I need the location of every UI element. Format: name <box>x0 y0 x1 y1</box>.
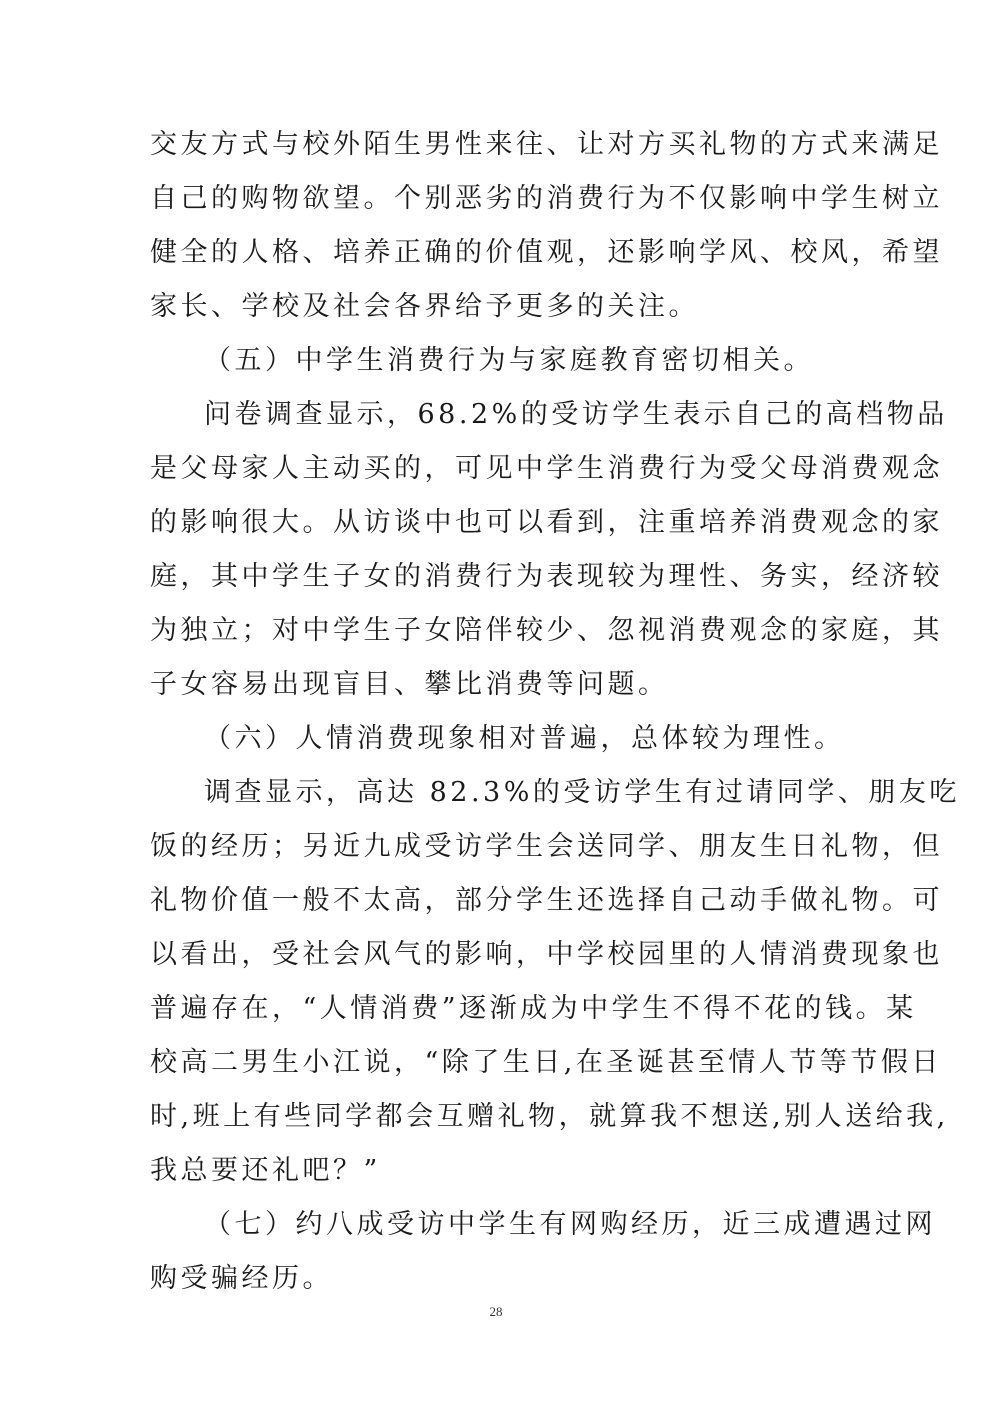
text-line: 普遍存在，“人情消费”逐渐成为中学生不得不花的钱。某 <box>150 993 917 1024</box>
text-line: 庭，其中学生子女的消费行为表现较为理性、务实，经济较 <box>150 561 943 592</box>
text-line: 礼物价值一般不太高，部分学生还选择自己动手做礼物。可 <box>150 885 943 916</box>
text-line: 的影响很大。从访谈中也可以看到，注重培养消费观念的家 <box>150 507 943 538</box>
text-line: 健全的人格、培养正确的价值观，还影响学风、校风，希望 <box>150 237 943 268</box>
text-line: 我总要还礼吧？” <box>150 1155 381 1186</box>
page-number: 28 <box>489 1304 503 1319</box>
text-line: 购受骗经历。 <box>150 1263 333 1294</box>
text-line: 为独立；对中学生子女陪伴较少、忽视消费观念的家庭，其 <box>150 615 943 646</box>
text-line: 时,班上有些同学都会互赠礼物，就算我不想送,别人送给我, <box>150 1101 949 1132</box>
section-heading: （五）中学生消费行为与家庭教育密切相关。 <box>204 345 814 376</box>
section-heading: （七）约八成受访中学生有网购经历，近三成遭遇过网 <box>204 1209 936 1240</box>
text-line: 问卷调查显示，68.2%的受访学生表示自己的高档物品 <box>204 399 948 430</box>
text-line: 自己的购物欲望。个别恶劣的消费行为不仅影响中学生树立 <box>150 183 943 214</box>
text-line: 是父母家人主动买的，可见中学生消费行为受父母消费观念 <box>150 453 943 484</box>
text-line: 以看出，受社会风气的影响，中学校园里的人情消费现象也 <box>150 939 943 970</box>
text-line: 校高二男生小江说，“除了生日,在圣诞甚至情人节等节假日 <box>150 1047 942 1078</box>
text-line: 子女容易出现盲目、攀比消费等问题。 <box>150 669 669 700</box>
section-heading: （六）人情消费现象相对普遍，总体较为理性。 <box>204 723 845 754</box>
text-line: 调查显示，高达 82.3%的受访学生有过请同学、朋友吃 <box>204 777 960 808</box>
text-line: 交友方式与校外陌生男性来往、让对方买礼物的方式来满足 <box>150 129 943 160</box>
text-line: 饭的经历；另近九成受访学生会送同学、朋友生日礼物，但 <box>150 831 943 862</box>
text-line: 家长、学校及社会各界给予更多的关注。 <box>150 291 699 322</box>
